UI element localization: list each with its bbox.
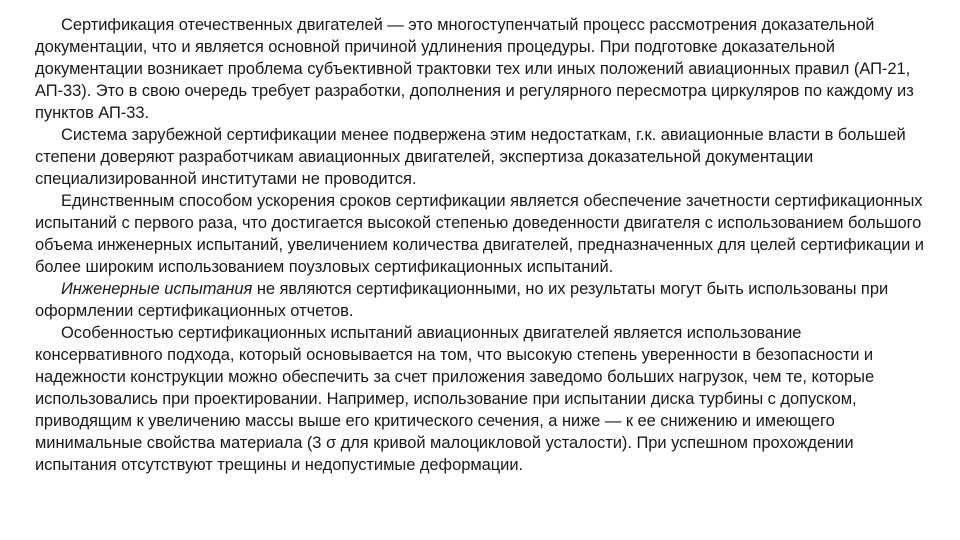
paragraph-text: не являются сертификационными, но их результаты могут быть использованы при оформлении сертификационных отчетов. [35,280,889,320]
italic-term: Инженерные испытания [61,280,253,298]
paragraph-text: Сертификация отечественных двигателей — это многоступенчатый процесс рассмотрения доказательной документации, что и является основной причиной удлинения процедуры. При подготовке доказательной документации возникает проблема субъективной трактовки тех или иных положений авиационных правил (АП-21, АП-33). Это в свою очередь требует разработки, дополнения и регулярного пересмотра циркуляров по каждому из пунктов АП-33. [35,16,914,122]
paragraph-conservative-approach [35,322,930,476]
body-text [35,14,930,476]
paragraph-acceleration-method [35,190,930,278]
paragraph-text: Система зарубежной сертификации менее подвержена этим недостаткам, г.к. авиационные власти в большей степени доверяют разработчикам авиационных двигателей, экспертиза доказательной документации специализированной институтами не проводится. [35,126,906,188]
paragraph-certification-domestic [35,14,930,124]
paragraph-engineering-tests [35,278,930,322]
paragraph-foreign-certification [35,124,930,190]
paragraph-text: Единственным способом ускорения сроков сертификации является обеспечение зачетности сертификационных испытаний с первого раза, что достигается высокой степенью доведенности двигателя с использованием большого объема инженерных испытаний, увеличением количества двигателей, предназначенных для целей сертификации и более широким использованием поузловых сертификационных испытаний. [35,192,924,276]
paragraph-text: Особенностью сертификационных испытаний авиационных двигателей является использование консервативного подхода, который основывается на том, что высокую степень уверенности в безопасности и надежности конструкции можно обеспечить за счет приложения заведомо больших нагрузок, чем те, которые использовались при проектировании. Например, использование при испытании диска турбины с допуском, приводящим к увеличению массы выше его критического сечения, а ниже — к ее снижению и имеющего минимальные свойства материала (3 σ для кривой малоцикловой усталости). При успешном прохождении испытания отсутствуют трещины и недопустимые деформации. [35,324,875,474]
